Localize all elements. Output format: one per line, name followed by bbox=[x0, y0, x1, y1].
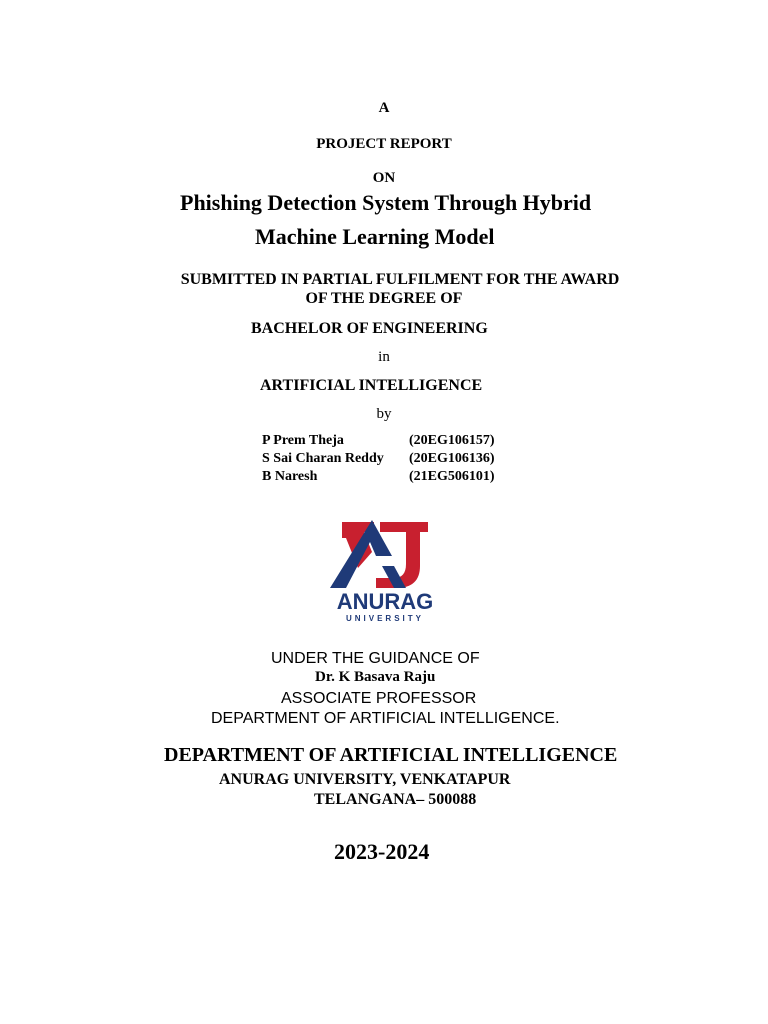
footer-state: TELANGANA– 500088 bbox=[314, 791, 477, 808]
submission-line-1: SUBMITTED IN PARTIAL FULFILMENT FOR THE AWARD bbox=[180, 271, 620, 288]
by-text: by bbox=[376, 406, 392, 422]
student-id: (20EG106136) bbox=[409, 451, 495, 466]
student-id: (20EG106157) bbox=[409, 433, 495, 448]
header-on: ON bbox=[372, 170, 396, 186]
student-name: B Naresh bbox=[262, 469, 318, 484]
student-name: P Prem Theja bbox=[262, 433, 344, 448]
logo-text-name: ANURAG bbox=[336, 589, 434, 614]
logo-red-top bbox=[380, 522, 428, 532]
field: ARTIFICIAL INTELLIGENCE bbox=[260, 377, 483, 394]
in-text: in bbox=[378, 349, 390, 365]
guidance-heading: UNDER THE GUIDANCE OF bbox=[271, 650, 480, 667]
university-logo-icon bbox=[310, 508, 460, 630]
title-line-1: Phishing Detection System Through Hybrid bbox=[180, 190, 592, 215]
logo-text-subtitle: UNIVERSITY bbox=[345, 614, 425, 623]
guide-name: Dr. K Basava Raju bbox=[315, 669, 436, 685]
university-logo bbox=[310, 508, 460, 630]
degree: BACHELOR OF ENGINEERING bbox=[251, 320, 488, 337]
submission-line-2: OF THE DEGREE OF bbox=[305, 290, 463, 307]
guide-designation: ASSOCIATE PROFESSOR bbox=[281, 690, 477, 707]
title-line-2: Machine Learning Model bbox=[255, 224, 495, 249]
guide-department: DEPARTMENT OF ARTIFICIAL INTELLIGENCE. bbox=[211, 710, 560, 727]
student-name: S Sai Charan Reddy bbox=[262, 451, 384, 466]
footer-university: ANURAG UNIVERSITY, VENKATAPUR bbox=[219, 771, 511, 788]
footer-department: DEPARTMENT OF ARTIFICIAL INTELLIGENCE bbox=[164, 744, 618, 766]
header-a: A bbox=[378, 100, 390, 116]
header-project-report: PROJECT REPORT bbox=[316, 136, 452, 152]
footer-year: 2023-2024 bbox=[334, 839, 430, 864]
student-id: (21EG506101) bbox=[409, 469, 495, 484]
